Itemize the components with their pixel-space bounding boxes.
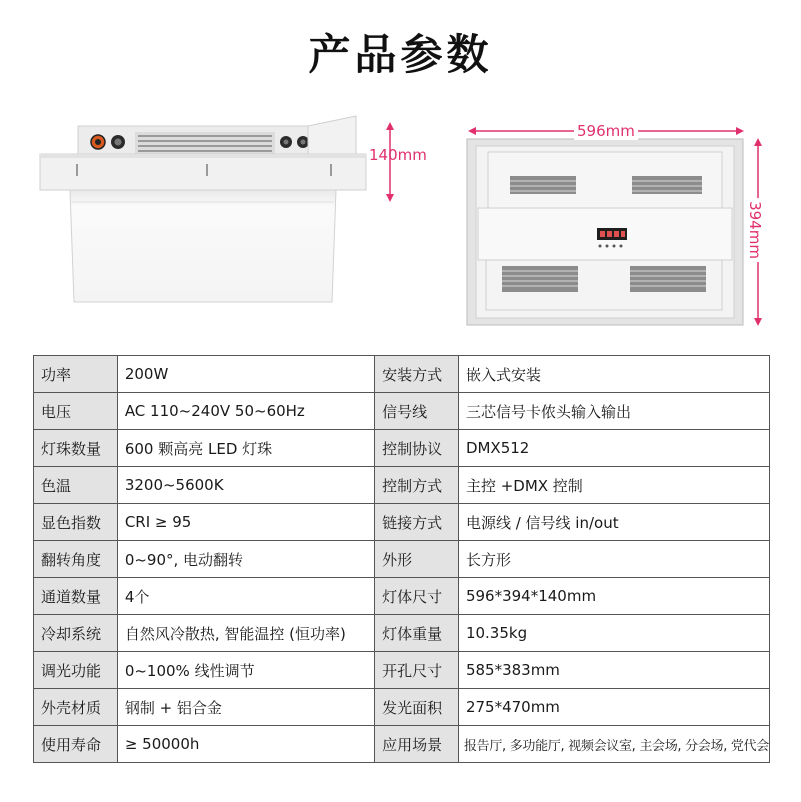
spec-label: 发光面积 bbox=[375, 689, 459, 726]
spec-label: 色温 bbox=[34, 467, 118, 504]
table-row bbox=[34, 578, 770, 615]
spec-label: 灯珠数量 bbox=[34, 430, 118, 467]
spec-label: 显色指数 bbox=[34, 504, 118, 541]
spec-label: 链接方式 bbox=[375, 504, 459, 541]
spec-value: 4个 bbox=[117, 578, 374, 615]
spec-label: 电压 bbox=[34, 393, 118, 430]
product-side-view bbox=[38, 112, 368, 307]
spec-value: 三芯信号卡侬头输入输出 bbox=[458, 393, 769, 430]
spec-label: 冷却系统 bbox=[34, 615, 118, 652]
table-row bbox=[34, 467, 770, 504]
spec-value: DMX512 bbox=[458, 430, 769, 467]
product-top-view bbox=[466, 138, 744, 326]
spec-label: 翻转角度 bbox=[34, 541, 118, 578]
spec-value: 3200~5600K bbox=[117, 467, 374, 504]
spec-label: 控制方式 bbox=[375, 467, 459, 504]
spec-label: 控制协议 bbox=[375, 430, 459, 467]
spec-label: 灯体尺寸 bbox=[375, 578, 459, 615]
spec-value: 600 颗高亮 LED 灯珠 bbox=[117, 430, 374, 467]
spec-value: CRI ≥ 95 bbox=[117, 504, 374, 541]
spec-value: 自然风冷散热, 智能温控 (恒功率) bbox=[117, 615, 374, 652]
spec-value: 585*383mm bbox=[458, 652, 769, 689]
spec-value: 10.35kg bbox=[458, 615, 769, 652]
spec-value: 钢制 + 铝合金 bbox=[117, 689, 374, 726]
spec-label: 使用寿命 bbox=[34, 726, 118, 763]
spec-value: 596*394*140mm bbox=[458, 578, 769, 615]
table-row bbox=[34, 615, 770, 652]
table-row bbox=[34, 430, 770, 467]
spec-value: ≥ 50000h bbox=[117, 726, 374, 763]
spec-label: 灯体重量 bbox=[375, 615, 459, 652]
spec-value: 长方形 bbox=[458, 541, 769, 578]
height-dimension-label: 140mm bbox=[369, 146, 427, 164]
spec-table bbox=[33, 355, 770, 763]
spec-label: 外形 bbox=[375, 541, 459, 578]
spec-label: 信号线 bbox=[375, 393, 459, 430]
table-row bbox=[34, 356, 770, 393]
table-row bbox=[34, 726, 770, 763]
spec-value: 0~90°, 电动翻转 bbox=[117, 541, 374, 578]
spec-label: 安装方式 bbox=[375, 356, 459, 393]
table-row bbox=[34, 689, 770, 726]
spec-value: 主控 +DMX 控制 bbox=[458, 467, 769, 504]
table-row bbox=[34, 541, 770, 578]
spec-label: 应用场景 bbox=[375, 726, 459, 763]
spec-value: 200W bbox=[117, 356, 374, 393]
depth-dimension-label: 394mm bbox=[746, 198, 764, 262]
page-title: 产品参数 bbox=[308, 30, 493, 79]
spec-value: 275*470mm bbox=[458, 689, 769, 726]
spec-value: 电源线 / 信号线 in/out bbox=[458, 504, 769, 541]
spec-label: 开孔尺寸 bbox=[375, 652, 459, 689]
spec-value: AC 110~240V 50~60Hz bbox=[117, 393, 374, 430]
spec-label: 功率 bbox=[34, 356, 118, 393]
width-dimension-label: 596mm bbox=[574, 122, 638, 140]
spec-value: 报告厅, 多功能厅, 视频会议室, 主会场, 分会场, 党代会 bbox=[458, 726, 769, 763]
table-row bbox=[34, 504, 770, 541]
spec-value: 0~100% 线性调节 bbox=[117, 652, 374, 689]
spec-label: 调光功能 bbox=[34, 652, 118, 689]
spec-label: 通道数量 bbox=[34, 578, 118, 615]
spec-label: 外壳材质 bbox=[34, 689, 118, 726]
table-row bbox=[34, 393, 770, 430]
spec-value: 嵌入式安装 bbox=[458, 356, 769, 393]
table-row bbox=[34, 652, 770, 689]
